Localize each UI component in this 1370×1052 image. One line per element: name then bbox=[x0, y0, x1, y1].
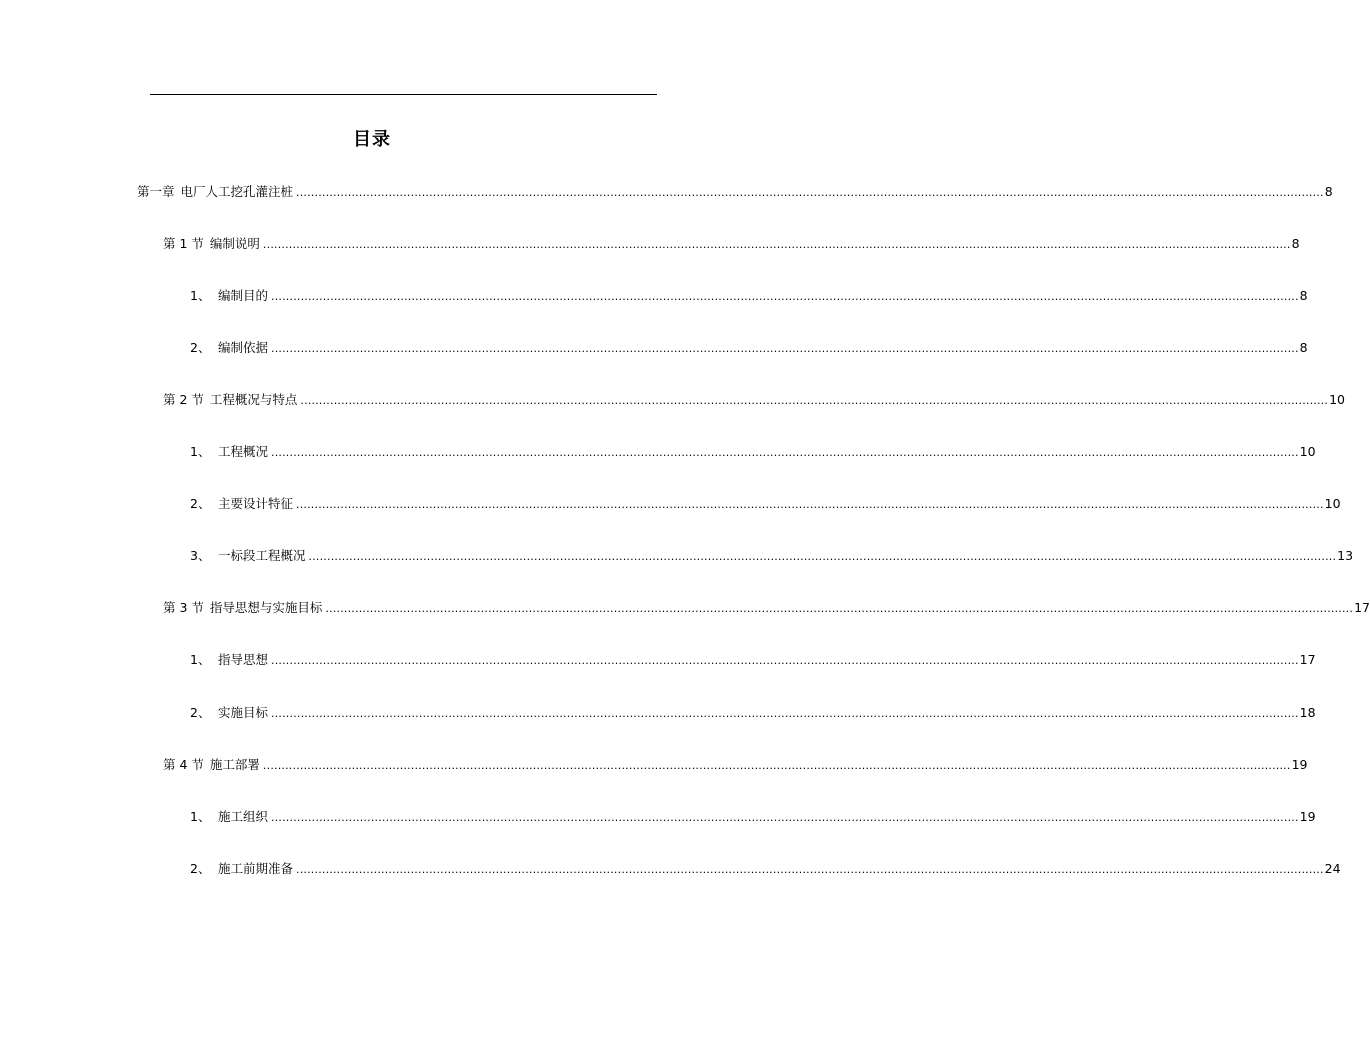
toc-page-number: 17 bbox=[1354, 600, 1370, 615]
toc-entry-label bbox=[190, 546, 306, 566]
toc-entry-number: 1、 bbox=[190, 444, 211, 459]
toc-entry-text: 施工部署 bbox=[209, 757, 260, 772]
toc-dot-leader: ...................................................................................................................................................................................................................................................................................... bbox=[296, 863, 1324, 876]
toc-entry-label bbox=[190, 650, 268, 670]
toc-entry-number: 2、 bbox=[190, 861, 211, 876]
toc-entry-number: 1、 bbox=[190, 652, 211, 667]
toc-page-number: 19 bbox=[1291, 757, 1308, 772]
toc-entry-text: 工程概况 bbox=[218, 444, 269, 459]
toc-entry-subsection[interactable] bbox=[190, 807, 1316, 827]
toc-entry-label bbox=[190, 494, 293, 514]
toc-entry-label bbox=[163, 598, 322, 618]
toc-entry-subsection[interactable] bbox=[190, 286, 1308, 306]
toc-entry-label bbox=[190, 807, 268, 827]
toc-dot-leader: ...................................................................................................................................................................................................................................................................................... bbox=[271, 811, 1299, 824]
toc-entry-label bbox=[163, 234, 260, 254]
toc-dot-leader: ...................................................................................................................................................................................................................................................................................... bbox=[262, 759, 1291, 772]
toc-dot-leader: ...................................................................................................................................................................................................................................................................................... bbox=[308, 550, 1337, 563]
toc-entry-subsection[interactable] bbox=[190, 442, 1316, 462]
toc-page-number: 10 bbox=[1324, 496, 1341, 511]
toc-entry-label bbox=[190, 286, 268, 306]
toc-page-number: 8 bbox=[1324, 184, 1333, 199]
toc-page-number: 18 bbox=[1299, 705, 1316, 720]
toc-entry-text: 编制依据 bbox=[218, 340, 269, 355]
toc-entry-text: 一标段工程概况 bbox=[218, 548, 306, 563]
toc-dot-leader: ...................................................................................................................................................................................................................................................................................... bbox=[262, 238, 1291, 251]
toc-dot-leader: ...................................................................................................................................................................................................................................................................................... bbox=[296, 186, 1324, 199]
toc-entry-number: 第 3 节 bbox=[163, 600, 204, 615]
toc-page-number: 24 bbox=[1324, 861, 1341, 876]
toc-entry-subsection[interactable] bbox=[190, 650, 1316, 670]
toc-entry-subsection[interactable] bbox=[190, 703, 1316, 723]
toc-entry-section-2[interactable] bbox=[163, 390, 1345, 410]
toc-entry-text: 指导思想与实施目标 bbox=[209, 600, 323, 615]
toc-entry-number: 1、 bbox=[190, 288, 211, 303]
toc-page-number: 8 bbox=[1291, 236, 1300, 251]
toc-entry-text: 施工组织 bbox=[218, 809, 269, 824]
toc-page-number: 19 bbox=[1299, 809, 1316, 824]
toc-entry-section-3[interactable] bbox=[163, 598, 1370, 618]
toc-entry-number: 3、 bbox=[190, 548, 211, 563]
toc-dot-leader: ...................................................................................................................................................................................................................................................................................... bbox=[271, 654, 1299, 667]
toc-entry-text: 实施目标 bbox=[218, 705, 269, 720]
toc-entry-text: 施工前期准备 bbox=[218, 861, 294, 876]
toc-entry-chapter-1[interactable] bbox=[137, 182, 1333, 202]
toc-dot-leader: ...................................................................................................................................................................................................................................................................................... bbox=[271, 290, 1299, 303]
toc-entry-number: 第 2 节 bbox=[163, 392, 204, 407]
toc-entry-subsection[interactable] bbox=[190, 859, 1341, 879]
toc-dot-leader: ...................................................................................................................................................................................................................................................................................... bbox=[271, 446, 1299, 459]
toc-entry-number: 2、 bbox=[190, 496, 211, 511]
toc-page-number: 13 bbox=[1337, 548, 1354, 563]
toc-entry-text: 编制目的 bbox=[218, 288, 269, 303]
toc-entry-text: 主要设计特征 bbox=[218, 496, 294, 511]
toc-page-number: 10 bbox=[1299, 444, 1316, 459]
toc-page-number: 8 bbox=[1299, 340, 1308, 355]
toc-entry-number: 2、 bbox=[190, 705, 211, 720]
toc-entry-subsection[interactable] bbox=[190, 546, 1354, 566]
toc-entry-label bbox=[163, 755, 260, 775]
toc-entry-number: 第 1 节 bbox=[163, 236, 204, 251]
toc-entry-text: 指导思想 bbox=[218, 652, 269, 667]
toc-entry-subsection[interactable] bbox=[190, 494, 1341, 514]
toc-entry-section-1[interactable] bbox=[163, 234, 1300, 254]
toc-entry-section-4[interactable] bbox=[163, 755, 1308, 775]
toc-dot-leader: ...................................................................................................................................................................................................................................................................................... bbox=[271, 707, 1299, 720]
toc-entry-label bbox=[190, 442, 268, 462]
toc-page-number: 8 bbox=[1299, 288, 1308, 303]
toc-entry-number: 2、 bbox=[190, 340, 211, 355]
toc-title: 目录 bbox=[353, 129, 391, 150]
toc-entry-number: 第一章 bbox=[137, 184, 175, 199]
toc-entry-label bbox=[137, 182, 293, 202]
toc-page-number: 10 bbox=[1329, 392, 1345, 407]
toc-entry-text: 电厂人工挖孔灌注桩 bbox=[180, 184, 294, 199]
toc-entry-number: 第 4 节 bbox=[163, 757, 204, 772]
toc-entry-label bbox=[163, 390, 297, 410]
toc-entry-text: 工程概况与特点 bbox=[209, 392, 298, 407]
toc-entry-subsection[interactable] bbox=[190, 338, 1308, 358]
toc-entry-text: 编制说明 bbox=[209, 236, 260, 251]
toc-dot-leader: ...................................................................................................................................................................................................................................................................................... bbox=[325, 602, 1354, 615]
toc-entry-number: 1、 bbox=[190, 809, 211, 824]
toc-dot-leader: ...................................................................................................................................................................................................................................................................................... bbox=[296, 498, 1324, 511]
toc-page-number: 17 bbox=[1299, 652, 1316, 667]
toc-entry-label bbox=[190, 703, 268, 723]
toc-entry-label bbox=[190, 338, 268, 358]
toc-entry-label bbox=[190, 859, 293, 879]
toc-dot-leader: ...................................................................................................................................................................................................................................................................................... bbox=[271, 342, 1299, 355]
toc-dot-leader: ...................................................................................................................................................................................................................................................................................... bbox=[300, 394, 1329, 407]
